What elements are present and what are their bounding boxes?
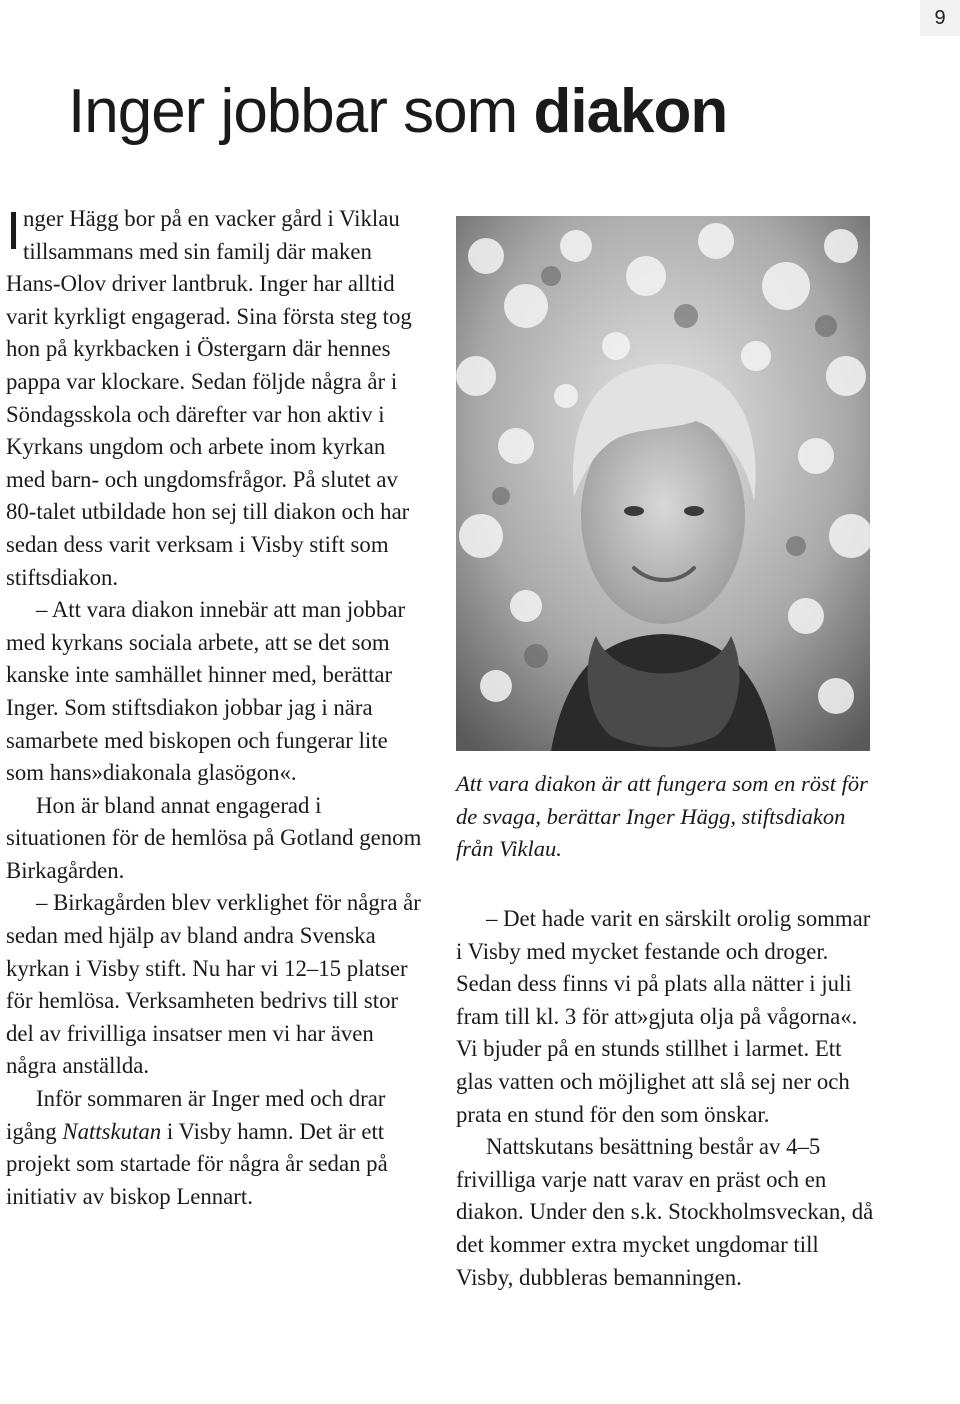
title-normal: Inger jobbar som bbox=[68, 77, 534, 146]
paragraph-birkagarden-intro: Hon är bland annat engagerad i situationen för de hemlösa på Gotland genom Birkagården. bbox=[6, 792, 422, 883]
left-eye bbox=[624, 506, 644, 516]
right-eye bbox=[684, 506, 704, 516]
portrait-photo bbox=[456, 216, 870, 751]
portrait-illustration bbox=[456, 216, 870, 751]
paragraph-crew: Nattskutans besättning består av 4–5 frivilliga varje natt varav en präst och en diakon. Under den s.k. Stockholmsveckan, då det kommer extra mycket ungdomar till Visby, dubbleras bemanningen. bbox=[456, 1134, 874, 1290]
page-number: 9 bbox=[920, 0, 960, 36]
paragraph-nattskutan bbox=[6, 1083, 426, 1213]
paragraph-birkagarden-quote: – Birkagården blev verklighet för några år sedan med hjälp av bland andra Svenska kyrkan i Visby stift. Nu har vi 12–15 platser för hemlösa. Verksamheten bedrivs till stor del av frivilliga insatser men vi har även några anställda. bbox=[6, 890, 421, 1079]
paragraph-summer-quote: – Det hade varit en särskilt orolig sommar i Visby med mycket festande och droger. Sedan dess finns vi på plats alla nätter i juli fram till kl. 3 för att»gjuta olja på vågorna«. Vi bjuder på en stunds stillhet i larmet. Ett glas vatten och möjlighet att slå sej ner och prata en stund för den som önskar. bbox=[456, 906, 871, 1127]
paragraph-intro-text: nger Hägg bor på en vacker gård i Viklau tillsammans med sin familj där maken Hans-Olov driver lantbruk. Inger har alltid varit kyrkligt engagerad. Sina första steg tog hon på kyrkbacken i Östergarn där hennes pappa var klockare. Sedan följde några år i Söndagsskola och därefter var hon aktiv i Kyrkans ungdom och arbete inom kyrkan med barn- och ungdomsfrågor. På slutet av 80-talet utbildade hon sej till diakon och har sedan dess varit verksam i Visby stift som stiftsdiakon. bbox=[6, 206, 412, 590]
article-title bbox=[68, 76, 727, 147]
paragraph-quote-diakon: – Att vara diakon innebär att man jobbar med kyrkans sociala arbete, att se det som kanske inte samhället hinner med, berättar Inger. Som stiftsdiakon jobbar jag i nära samarbete med biskopen och fungerar lite som hans»diakonala glasögon«. bbox=[6, 597, 406, 786]
nattskutan-text-before: Inför sommaren är Inger med och drar igång bbox=[6, 1086, 386, 1144]
title-bold: diakon bbox=[533, 77, 728, 146]
article-column-left bbox=[6, 203, 426, 1213]
article-column-right bbox=[456, 903, 876, 1294]
photo-caption: Att vara diakon är att fungera som en röst för de svaga, berättar Inger Hägg, stiftsdiakon från Viklau. bbox=[456, 771, 868, 861]
paragraph-intro bbox=[6, 203, 426, 594]
nattskutan-name: Nattskutan bbox=[62, 1118, 162, 1144]
nattskutan-text-after: i Visby hamn. Det är ett projekt som startade för några år sedan på initiativ av biskop Lennart. bbox=[6, 1118, 388, 1209]
drop-cap: I bbox=[6, 201, 22, 261]
